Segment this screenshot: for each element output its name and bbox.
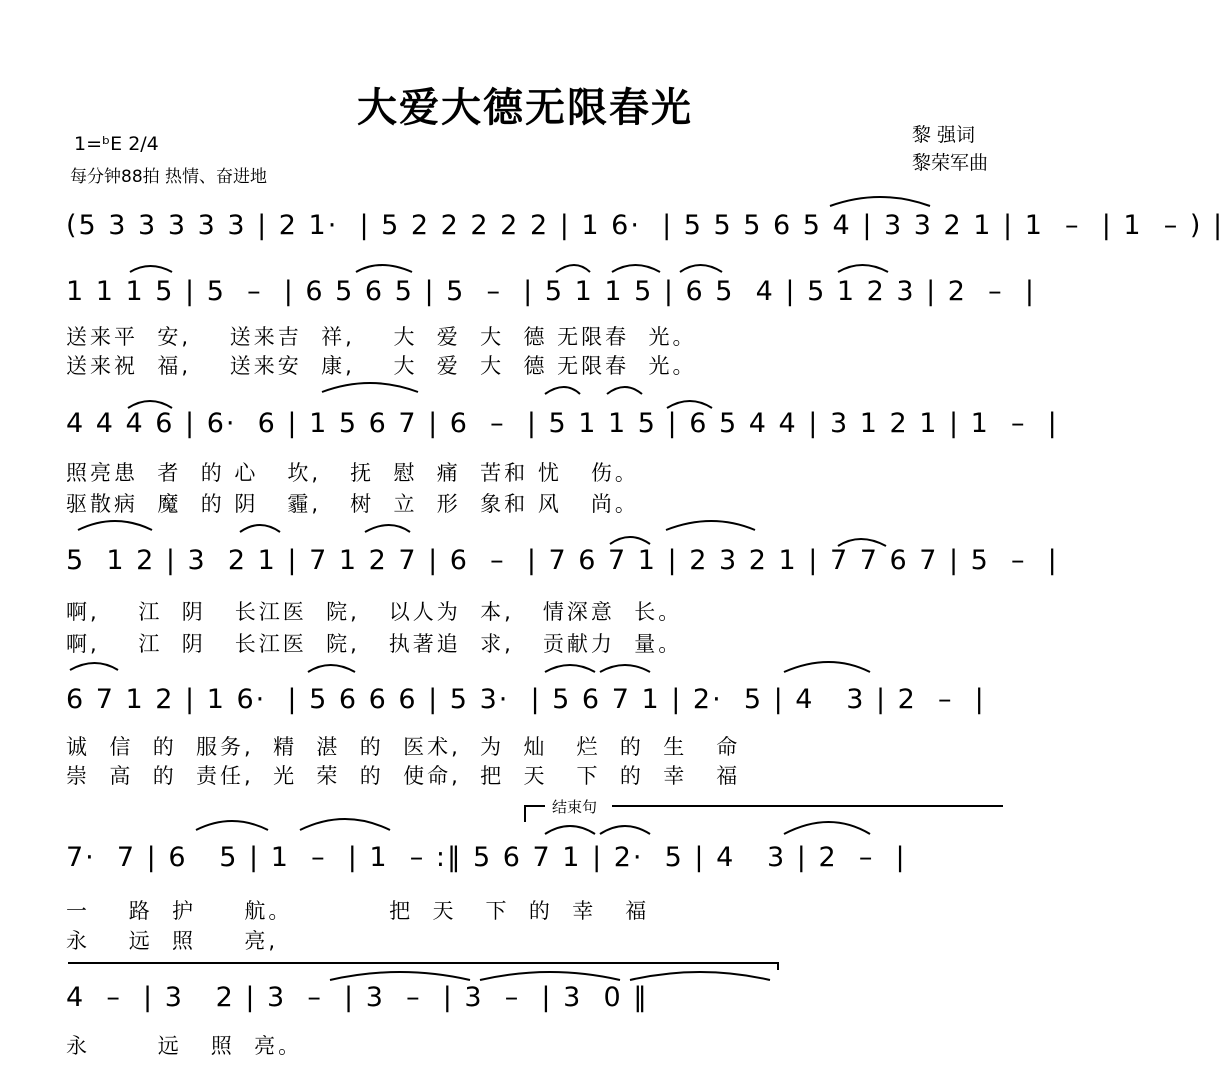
composer-credit: 黎荣军曲 <box>912 152 989 174</box>
key-time-signature: 1=ᵇE 2/4 <box>74 133 159 155</box>
slur <box>784 822 870 834</box>
lyrics-verse-1: 一 路 护 航。 把 天 下 的 幸 福 <box>66 899 650 923</box>
slur <box>666 521 755 530</box>
lyrics-verse-2: 永 远 照 亮, <box>66 929 279 953</box>
slur <box>600 665 650 672</box>
notation-line: 7· 7 | 6 5 | 1 – | 1 – :‖ 5 6 7 1 | 2· 5 | 4 3 | 2 – | <box>66 842 907 873</box>
slur <box>308 665 355 672</box>
lyrics-verse-1: 啊, 江 阴 长江医 院, 以人为 本, 情深意 长。 <box>66 600 683 624</box>
slur <box>838 265 888 272</box>
slur <box>830 197 930 206</box>
slur <box>610 537 650 544</box>
notation-line: 5 1 2 | 3 2 1 | 7 1 2 7 | 6 – | 7 6 7 1 | 2 3 2 1 | 7 7 6 7 | 5 – | <box>66 545 1059 576</box>
lyrics-verse-1: 照亮患 者 的 心 坎, 抚 慰 痛 苦和 忧 伤。 <box>66 461 639 485</box>
slur <box>556 265 590 272</box>
ending-phrase-label: 结束句 <box>552 798 598 816</box>
slur <box>838 539 886 546</box>
slur <box>545 665 595 672</box>
slur <box>130 266 172 272</box>
lyrics-verse-2: 送来祝 福, 送来安 康, 大 爱 大 德 无限春 光。 <box>66 354 697 378</box>
slur <box>480 972 620 980</box>
slur <box>545 826 595 834</box>
tempo-marking: 每分钟88拍 热情、奋进地 <box>70 167 268 187</box>
lyrics-verse-2: 啊, 江 阴 长江医 院, 执著追 求, 贡献力 量。 <box>66 632 683 656</box>
song-title: 大爱大德无限春光 <box>357 84 693 131</box>
notation-line: 6 7 1 2 | 1 6· | 5 6 6 6 | 5 3· | 5 6 7 1 | 2· 5 | 4 3 | 2 – | <box>66 684 986 715</box>
lyrics-verse-1: 诚 信 的 服务, 精 湛 的 医术, 为 灿 烂 的 生 命 <box>66 735 741 759</box>
slur <box>612 265 660 272</box>
slur <box>365 525 410 532</box>
slur <box>322 383 418 392</box>
lyrics-verse-1: 送来平 安, 送来吉 祥, 大 爱 大 德 无限春 光。 <box>66 325 697 349</box>
slur <box>680 265 722 272</box>
notation-line: 1 1 1 5 | 5 – | 6 5 6 5 | 5 – | 5 1 1 5 | 6 5 4 | 5 1 2 3 | 2 – | <box>66 276 1036 307</box>
slur <box>300 819 390 830</box>
notation-line: 4 – | 3 2 | 3 – | 3 – | 3 – | 3 0 ‖ <box>66 982 649 1013</box>
lyrics-verse-2: 驱散病 魔 的 阴 霾, 树 立 形 象和 风 尚。 <box>66 492 639 516</box>
ending-bracket-end <box>68 963 778 970</box>
slur <box>240 525 280 532</box>
slur <box>667 401 712 408</box>
slur <box>630 972 770 980</box>
notation-line: 4 4 4 6 | 6· 6 | 1 5 6 7 | 6 – | 5 1 1 5 | 6 5 4 4 | 3 1 2 1 | 1 – | <box>66 408 1059 439</box>
slur <box>607 387 642 394</box>
slur <box>128 401 172 408</box>
ending-bracket <box>525 806 1003 822</box>
slur <box>196 821 268 830</box>
slur <box>545 387 580 394</box>
slur <box>784 662 870 672</box>
slur <box>600 826 650 834</box>
notation-line: (5 3 3 3 3 3 | 2 1· | 5 2 2 2 2 2 | 1 6· | 5 5 5 6 5 4 | 3 3 2 1 | 1 – | 1 – ) | <box>66 210 1224 241</box>
lyrics-verse-2: 崇 高 的 责任, 光 荣 的 使命, 把 天 下 的 幸 福 <box>66 764 741 788</box>
slur <box>70 663 118 670</box>
lyrics-verse-1: 永 远 照 亮。 <box>66 1034 303 1058</box>
slur <box>330 972 470 980</box>
slur <box>356 265 412 272</box>
lyricist-credit: 黎 强词 <box>912 124 976 146</box>
slur <box>78 521 152 530</box>
